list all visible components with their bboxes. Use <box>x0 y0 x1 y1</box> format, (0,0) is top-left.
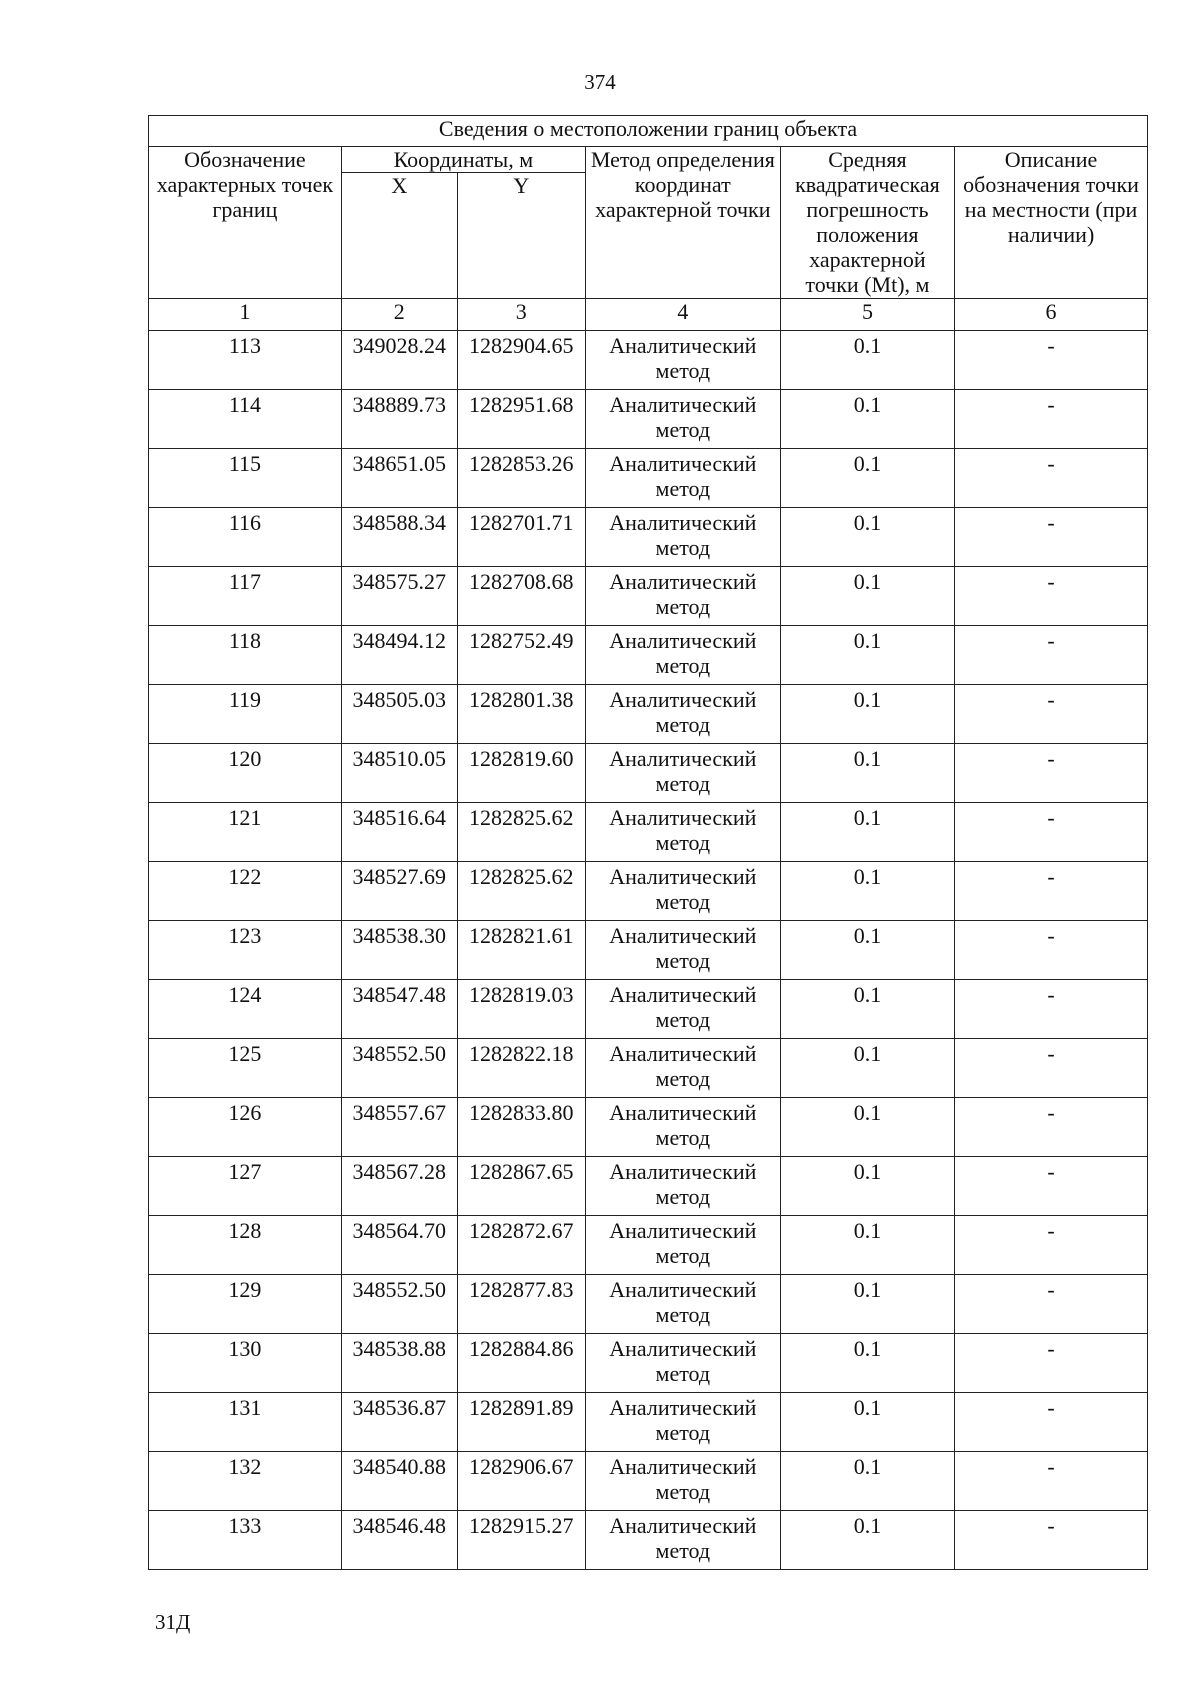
error-cell: 0.1 <box>780 626 954 685</box>
column-number: 6 <box>955 299 1148 331</box>
x-coordinate-cell: 348547.48 <box>341 980 457 1039</box>
method-cell: Аналитический метод <box>585 1157 780 1216</box>
y-coordinate-cell: 1282708.68 <box>457 567 585 626</box>
table-row <box>149 567 1148 626</box>
y-coordinate-cell: 1282752.49 <box>457 626 585 685</box>
description-cell: - <box>955 744 1148 803</box>
point-cell: 114 <box>149 390 342 449</box>
point-cell: 125 <box>149 1039 342 1098</box>
description-cell: - <box>955 980 1148 1039</box>
description-cell: - <box>955 390 1148 449</box>
x-coordinate-cell: 349028.24 <box>341 331 457 390</box>
description-cell: - <box>955 1393 1148 1452</box>
footer-code: 31Д <box>155 1610 191 1634</box>
header-point: Обозначение характерных точек границ <box>149 147 342 299</box>
point-cell: 113 <box>149 331 342 390</box>
method-cell: Аналитический метод <box>585 1098 780 1157</box>
description-cell: - <box>955 1216 1148 1275</box>
y-coordinate-cell: 1282819.60 <box>457 744 585 803</box>
point-cell: 127 <box>149 1157 342 1216</box>
boundary-coordinates-table <box>148 115 1148 1570</box>
error-cell: 0.1 <box>780 1157 954 1216</box>
column-number: 1 <box>149 299 342 331</box>
point-cell: 129 <box>149 1275 342 1334</box>
table-row <box>149 980 1148 1039</box>
y-coordinate-cell: 1282825.62 <box>457 862 585 921</box>
table-row <box>149 1157 1148 1216</box>
error-cell: 0.1 <box>780 390 954 449</box>
table-row <box>149 449 1148 508</box>
method-cell: Аналитический метод <box>585 449 780 508</box>
header-method: Метод определения координат характерной точки <box>585 147 780 299</box>
y-coordinate-cell: 1282904.65 <box>457 331 585 390</box>
y-coordinate-cell: 1282884.86 <box>457 1334 585 1393</box>
x-coordinate-cell: 348588.34 <box>341 508 457 567</box>
description-cell: - <box>955 921 1148 980</box>
table-row <box>149 1452 1148 1511</box>
y-coordinate-cell: 1282906.67 <box>457 1452 585 1511</box>
header-y: Y <box>457 173 585 299</box>
y-coordinate-cell: 1282853.26 <box>457 449 585 508</box>
description-cell: - <box>955 1452 1148 1511</box>
error-cell: 0.1 <box>780 1275 954 1334</box>
x-coordinate-cell: 348505.03 <box>341 685 457 744</box>
method-cell: Аналитический метод <box>585 508 780 567</box>
table-row <box>149 921 1148 980</box>
error-cell: 0.1 <box>780 1452 954 1511</box>
y-coordinate-cell: 1282701.71 <box>457 508 585 567</box>
point-cell: 130 <box>149 1334 342 1393</box>
description-cell: - <box>955 1098 1148 1157</box>
x-coordinate-cell: 348546.48 <box>341 1511 457 1570</box>
point-cell: 121 <box>149 803 342 862</box>
error-cell: 0.1 <box>780 331 954 390</box>
table-row <box>149 685 1148 744</box>
point-cell: 115 <box>149 449 342 508</box>
x-coordinate-cell: 348510.05 <box>341 744 457 803</box>
point-cell: 128 <box>149 1216 342 1275</box>
y-coordinate-cell: 1282891.89 <box>457 1393 585 1452</box>
column-number: 2 <box>341 299 457 331</box>
table-row <box>149 1098 1148 1157</box>
y-coordinate-cell: 1282877.83 <box>457 1275 585 1334</box>
error-cell: 0.1 <box>780 744 954 803</box>
y-coordinate-cell: 1282833.80 <box>457 1098 585 1157</box>
x-coordinate-cell: 348540.88 <box>341 1452 457 1511</box>
table-row <box>149 1393 1148 1452</box>
method-cell: Аналитический метод <box>585 803 780 862</box>
point-cell: 122 <box>149 862 342 921</box>
x-coordinate-cell: 348538.88 <box>341 1334 457 1393</box>
y-coordinate-cell: 1282915.27 <box>457 1511 585 1570</box>
x-coordinate-cell: 348575.27 <box>341 567 457 626</box>
point-cell: 116 <box>149 508 342 567</box>
method-cell: Аналитический метод <box>585 862 780 921</box>
table-row <box>149 390 1148 449</box>
table-row <box>149 626 1148 685</box>
x-coordinate-cell: 348538.30 <box>341 921 457 980</box>
x-coordinate-cell: 348564.70 <box>341 1216 457 1275</box>
x-coordinate-cell: 348552.50 <box>341 1039 457 1098</box>
y-coordinate-cell: 1282819.03 <box>457 980 585 1039</box>
description-cell: - <box>955 508 1148 567</box>
error-cell: 0.1 <box>780 685 954 744</box>
description-cell: - <box>955 685 1148 744</box>
description-cell: - <box>955 1039 1148 1098</box>
table-caption: Сведения о местоположении границ объекта <box>149 116 1148 147</box>
column-number: 3 <box>457 299 585 331</box>
method-cell: Аналитический метод <box>585 1334 780 1393</box>
point-cell: 123 <box>149 921 342 980</box>
header-error: Средняя квадратическая погрешность положения характерной точки (Mt), м <box>780 147 954 299</box>
method-cell: Аналитический метод <box>585 331 780 390</box>
method-cell: Аналитический метод <box>585 685 780 744</box>
x-coordinate-cell: 348567.28 <box>341 1157 457 1216</box>
method-cell: Аналитический метод <box>585 1452 780 1511</box>
y-coordinate-cell: 1282825.62 <box>457 803 585 862</box>
table-row <box>149 803 1148 862</box>
x-coordinate-cell: 348536.87 <box>341 1393 457 1452</box>
table-row <box>149 508 1148 567</box>
error-cell: 0.1 <box>780 449 954 508</box>
table-row <box>149 1039 1148 1098</box>
page-number: 374 <box>584 70 616 94</box>
table-row <box>149 1216 1148 1275</box>
table-row <box>149 1275 1148 1334</box>
error-cell: 0.1 <box>780 980 954 1039</box>
description-cell: - <box>955 1275 1148 1334</box>
table-row <box>149 331 1148 390</box>
error-cell: 0.1 <box>780 921 954 980</box>
description-cell: - <box>955 862 1148 921</box>
point-cell: 119 <box>149 685 342 744</box>
method-cell: Аналитический метод <box>585 980 780 1039</box>
method-cell: Аналитический метод <box>585 567 780 626</box>
method-cell: Аналитический метод <box>585 921 780 980</box>
column-number: 4 <box>585 299 780 331</box>
y-coordinate-cell: 1282951.68 <box>457 390 585 449</box>
description-cell: - <box>955 803 1148 862</box>
method-cell: Аналитический метод <box>585 1393 780 1452</box>
y-coordinate-cell: 1282867.65 <box>457 1157 585 1216</box>
table-row <box>149 744 1148 803</box>
column-number: 5 <box>780 299 954 331</box>
point-cell: 117 <box>149 567 342 626</box>
error-cell: 0.1 <box>780 567 954 626</box>
column-number-row <box>149 299 1148 331</box>
x-coordinate-cell: 348651.05 <box>341 449 457 508</box>
description-cell: - <box>955 626 1148 685</box>
y-coordinate-cell: 1282822.18 <box>457 1039 585 1098</box>
error-cell: 0.1 <box>780 803 954 862</box>
error-cell: 0.1 <box>780 1511 954 1570</box>
point-cell: 120 <box>149 744 342 803</box>
x-coordinate-cell: 348494.12 <box>341 626 457 685</box>
description-cell: - <box>955 1511 1148 1570</box>
method-cell: Аналитический метод <box>585 744 780 803</box>
x-coordinate-cell: 348557.67 <box>341 1098 457 1157</box>
method-cell: Аналитический метод <box>585 1216 780 1275</box>
description-cell: - <box>955 1334 1148 1393</box>
error-cell: 0.1 <box>780 862 954 921</box>
method-cell: Аналитический метод <box>585 390 780 449</box>
header-description: Описание обозначения точки на местности (при наличии) <box>955 147 1148 299</box>
error-cell: 0.1 <box>780 1039 954 1098</box>
x-coordinate-cell: 348527.69 <box>341 862 457 921</box>
method-cell: Аналитический метод <box>585 626 780 685</box>
x-coordinate-cell: 348889.73 <box>341 390 457 449</box>
point-cell: 124 <box>149 980 342 1039</box>
point-cell: 131 <box>149 1393 342 1452</box>
error-cell: 0.1 <box>780 1098 954 1157</box>
error-cell: 0.1 <box>780 1393 954 1452</box>
description-cell: - <box>955 331 1148 390</box>
table-row <box>149 862 1148 921</box>
point-cell: 126 <box>149 1098 342 1157</box>
y-coordinate-cell: 1282801.38 <box>457 685 585 744</box>
point-cell: 132 <box>149 1452 342 1511</box>
table-row <box>149 1511 1148 1570</box>
x-coordinate-cell: 348552.50 <box>341 1275 457 1334</box>
description-cell: - <box>955 1157 1148 1216</box>
description-cell: - <box>955 567 1148 626</box>
x-coordinate-cell: 348516.64 <box>341 803 457 862</box>
y-coordinate-cell: 1282821.61 <box>457 921 585 980</box>
description-cell: - <box>955 449 1148 508</box>
method-cell: Аналитический метод <box>585 1275 780 1334</box>
header-coordinates: Координаты, м <box>341 147 585 173</box>
point-cell: 133 <box>149 1511 342 1570</box>
error-cell: 0.1 <box>780 1216 954 1275</box>
method-cell: Аналитический метод <box>585 1039 780 1098</box>
table-row <box>149 1334 1148 1393</box>
method-cell: Аналитический метод <box>585 1511 780 1570</box>
error-cell: 0.1 <box>780 508 954 567</box>
header-x: X <box>341 173 457 299</box>
y-coordinate-cell: 1282872.67 <box>457 1216 585 1275</box>
point-cell: 118 <box>149 626 342 685</box>
error-cell: 0.1 <box>780 1334 954 1393</box>
